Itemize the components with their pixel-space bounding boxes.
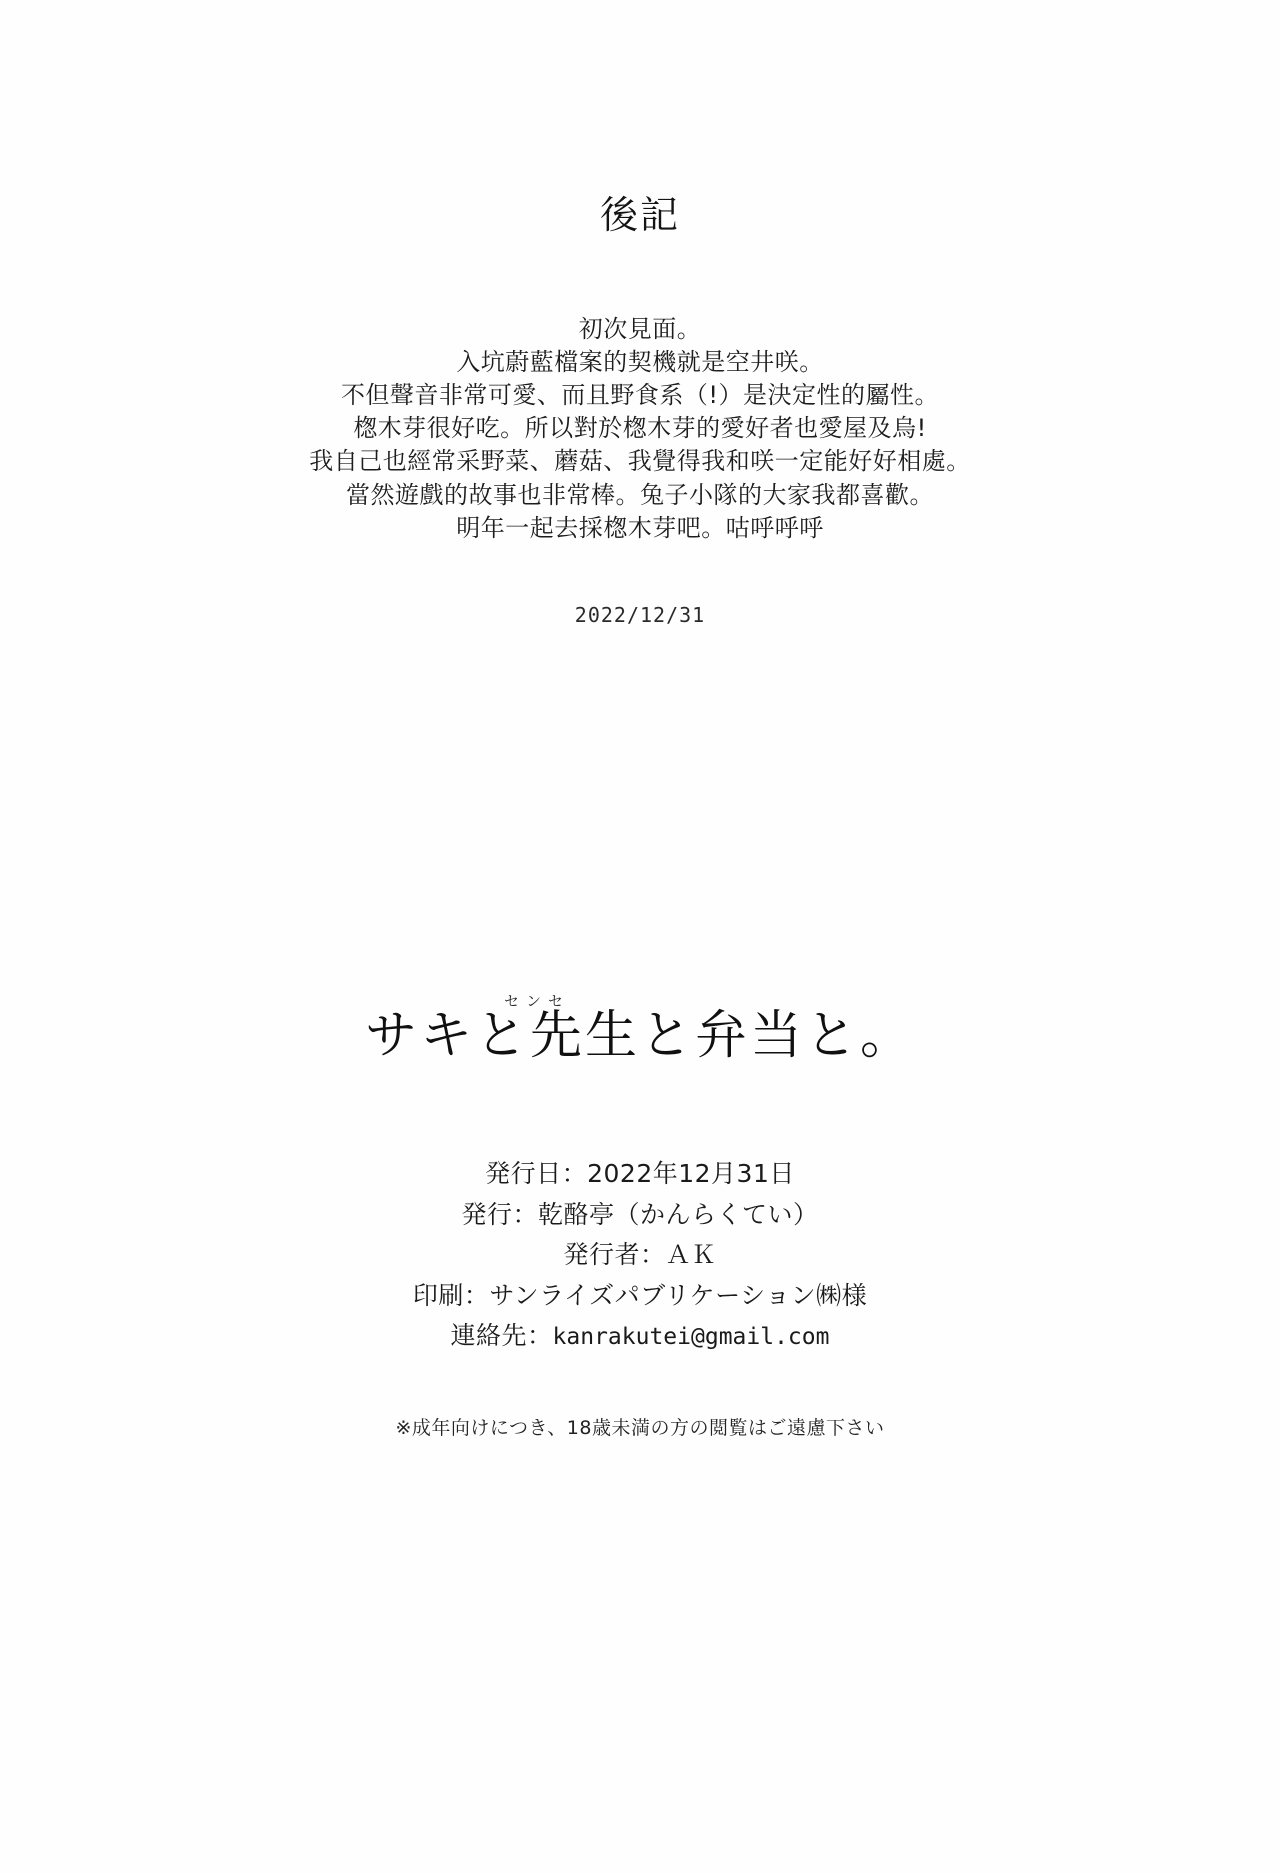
imprint-printer: 印刷：サンライズパブリケーション㈱様 [412, 1280, 868, 1310]
colophon-section [0, 990, 1280, 1440]
imprint-contact-row [0, 1316, 1280, 1357]
afterword-line: 入坑蔚藍檔案的契機就是空井咲。 [456, 348, 824, 377]
afterword-section [0, 168, 1280, 627]
imprint-contact-label: 連絡先： [450, 1321, 553, 1350]
afterword-body [0, 313, 1280, 545]
book-title-block [365, 990, 915, 1069]
book-title-ruby: センセ [503, 992, 570, 1010]
afterword-line: 我自己也經常采野菜、蘑菇、我覺得我和咲一定能好好相處。 [309, 447, 971, 476]
afterword-title: 後記 [599, 193, 680, 238]
afterword-line: 楤木芽很好吃。所以對於楤木芽的愛好者也愛屋及烏! [353, 414, 927, 443]
afterword-line: 初次見面。 [578, 315, 702, 344]
age-restriction-notice: ※成年向けにつき、18歳未満の方の閲覧はご遠慮下さい [395, 1416, 885, 1439]
imprint-publisher: 発行：乾酪亭（かんらくてい） [461, 1199, 819, 1229]
imprint-publish-date: 発行日：2022年12月31日 [485, 1159, 795, 1188]
afterword-line: 不但聲音非常可愛、而且野食系（!）是決定性的屬性。 [340, 381, 940, 410]
imprint-author: 発行者：ＡＫ [563, 1240, 717, 1269]
afterword-line: 當然遊戲的故事也非常棒。兔子小隊的大家我都喜歡。 [346, 480, 934, 509]
imprint-block [0, 1154, 1280, 1357]
afterword-date: 2022/12/31 [574, 602, 706, 627]
book-title: サキと先生と弁当と。 [364, 1006, 915, 1066]
imprint-contact-email: kanrakutei@gmail.com [552, 1324, 830, 1350]
afterword-line: 明年一起去採楤木芽吧。咕呼呼呼 [456, 513, 824, 542]
